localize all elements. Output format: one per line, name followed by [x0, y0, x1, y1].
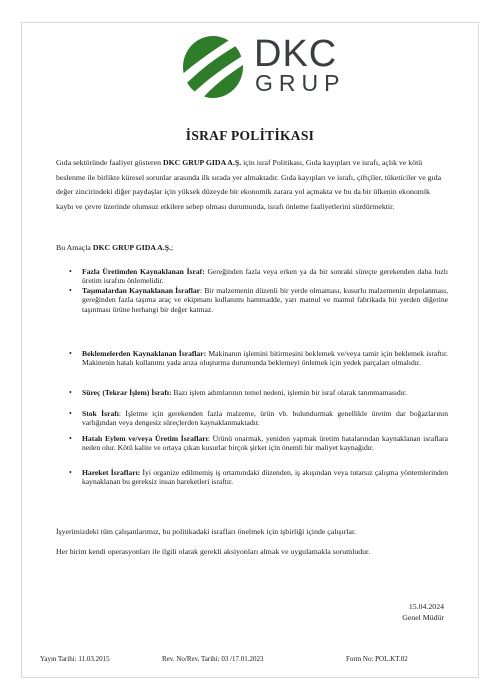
- list-item-heading: Beklemelerden Kaynaklanan İsraflar:: [82, 349, 207, 358]
- bullet-dot: •: [69, 409, 72, 418]
- list-item: [56, 286, 448, 314]
- list-item-heading: Fazla Üretimden Kaynaklanan İsraf:: [82, 267, 205, 276]
- signature-block: [402, 602, 444, 623]
- list-item-heading: Süreç (Tekrar İşlem) İsrafı:: [82, 388, 172, 397]
- logo-text-dkc: DKC: [254, 33, 338, 75]
- list-item-text: : İşletme için gerekenden fazla malzeme, ürün vb. bulundurmak genellikle üretim dar boğazlarının varlığından veya dengesiz süreçlerden kaynaklanmaktadır.: [82, 409, 449, 428]
- list-item: [56, 468, 448, 487]
- intro-text-cont: için israf Politikası, Gıda kayıpları ve israfı, açlık ve kötü beslenme ile birlikte küresel sorunlar arasında ilk sırada yer almaktadır. Gıda kayıpları ve israfı, çiftçiler, tüketiciler ve gıda değer zincirindeki diğer paydaşlar için yüksek düzeyde bir ekonomik zarara yol açmakta ve bu da bir ülkenin ekonomik kaybı ve çevre üzerinde olumsuz etkilere sebep olması durumunda, israfı önleme faaliyetlerini sürdürmektir.: [56, 158, 442, 211]
- bullet-dot: •: [69, 349, 72, 358]
- company-name-2: DKC GRUP GIDA A.Ş.: [92, 243, 172, 252]
- signature-date: 15.04.2024: [408, 602, 444, 611]
- list-item-heading: Hatalı Eylem ve/veya Üretim İsrafları: [82, 434, 208, 443]
- list-item-heading: Stok İsrafı: [82, 409, 119, 418]
- signature-role: Genel Müdür: [402, 612, 444, 622]
- list-item-text: Bazı işlem adımlarının temel nedeni, işlemin bir israf olarak tanınmamasıdır.: [171, 388, 407, 397]
- company-name: DKC GRUP GIDA A.Ş.: [162, 158, 242, 167]
- list-item: [56, 434, 448, 453]
- logo-mark-icon: [180, 34, 250, 100]
- bullet-dot: •: [69, 468, 72, 477]
- list-item-text: Gereğinden fazla veya erken ya da bir sonraki süreçte gerekenden daha hızlı üretim israfını önlemelidir.: [82, 267, 449, 286]
- logo-text-grup: GRUP: [255, 70, 346, 96]
- list-item: [56, 409, 448, 428]
- list-item-text: Makinanın işlemini bitirmesini beklemek ve/veya tamir için beklemek israftır. Makinenin hatalı kullanımı yada arıza oluşturma durumunda beklemeyi önlemek için yedek parçaları olmalıdır.: [82, 349, 449, 368]
- purpose-punct: ;: [171, 243, 174, 252]
- bullet-dot: •: [69, 267, 72, 276]
- list-item-heading: Taşımalardan Kaynaklanan İsraflar: [82, 286, 201, 295]
- closing-paragraph-1: İşyerimizdeki tüm çalışanlarımız, bu politikadaki israfları önelmek için işbirliği içinde çalışırlar.: [56, 527, 357, 536]
- bullet-dot: •: [69, 286, 72, 295]
- bullet-dot: •: [69, 388, 72, 397]
- company-logo: [0, 34, 500, 104]
- footer-publish-date: Yayın Tarihi: 11.03.2015: [40, 655, 110, 663]
- footer-revision: Rev. No/Rev. Tarihi: 03 /17.01.2023: [162, 655, 264, 663]
- intro-paragraph: [56, 156, 444, 214]
- purpose-text: Bu Amaçla: [56, 243, 93, 252]
- list-item: [56, 388, 448, 397]
- list-item-heading: Hareket İsrafları:: [82, 468, 141, 477]
- list-item-text: İyi organize edilmemiş iş ortamındaki düzenden, iş akışından veya tutarsız çalışma yöntemlerinden kaynaklanan bu gereksiz insan hareketleri israftır.: [82, 468, 449, 487]
- bullet-dot: •: [69, 434, 72, 443]
- list-item: [56, 267, 448, 286]
- list-item-text: : Bir malzemenin düzenli bir yerde olmaması, kusurlu malzemenin depolanması, gereğinden fazla taşıma araç ve ekipmanı kullanımı hammadde, yarı mamul ve mamul fabrikada bir yerden diğerine taşınması ürüne herhangi bir değer katmaz.: [82, 286, 448, 314]
- intro-text: Gıda sektöründe faaliyet gösteren: [56, 158, 163, 167]
- footer-form-number: Form No: POL.KT.02: [346, 655, 408, 663]
- list-item-text: : Ürünü onarmak, yeniden yapmak üretim hatalarından kaynaklanan israflara neden olur. Kötü kalite ve ortaya çıkan kusurlar birçok şirket için önemli bir maliyet kaynağıdır.: [82, 434, 448, 453]
- list-item: [56, 349, 448, 368]
- document-title: İSRAF POLİTİKASI: [185, 128, 315, 143]
- purpose-line: [56, 241, 444, 256]
- closing-paragraph-2: Her birim kendi operasyonları ile ilgili olarak gerekli aksiyonları almak ve uygulamakla sorumludur.: [56, 547, 371, 556]
